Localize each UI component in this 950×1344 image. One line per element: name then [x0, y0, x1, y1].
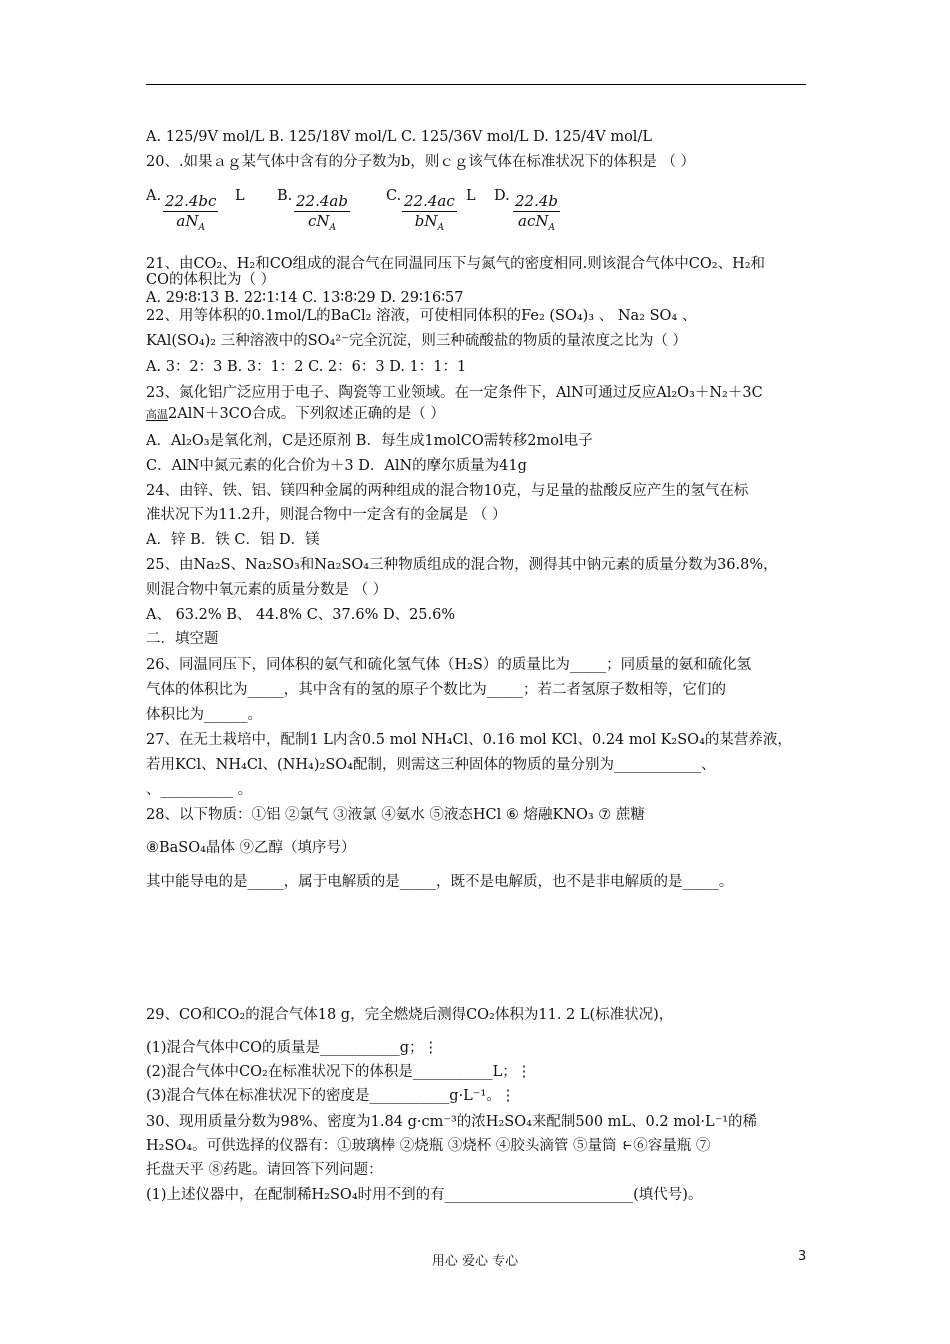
q23-stem: 23、氮化铝广泛应用于电子、陶瓷等工业领域。在一定条件下，AlN可通过反应Al₂O₃＋N₂＋3C — [146, 385, 763, 401]
q19-options: A. 125/9V mol/L B. 125/18V mol/L C. 125/36V mol/L D. 125/4V mol/L — [146, 129, 652, 145]
q21-options: A. 29∶8∶13 B. 22∶1∶14 C. 13∶8∶29 D. 29∶16∶57 — [146, 290, 464, 306]
q21-stem-cont: CO的体积比为（ ） — [146, 272, 276, 288]
q25-stem: 25、由Na₂S、Na₂SO₃和Na₂SO₄三种物质组成的混合物，测得其中钠元素的质量分数为36.8%， — [146, 557, 778, 573]
q25-options: A、 63.2% B、 44.8% C、37.6% D、25.6% — [146, 607, 456, 623]
q25-stem-cont: 则混合物中氧元素的质量分数是 （ ） — [146, 582, 388, 598]
q29-part3: (3)混合气体在标准状况下的密度是___________g·L⁻¹。⋮ — [146, 1088, 516, 1104]
q23-options-ab: A．Al₂O₃是氧化剂，C是还原剂 B．每生成1molCO需转移2mol电子 — [146, 433, 593, 449]
q20-a-label: A. — [146, 188, 162, 204]
q29-part1: (1)混合气体中CO的质量是___________g；⋮ — [146, 1040, 439, 1056]
q29-part2: (2)混合气体中CO₂在标准状况下的体积是___________L；⋮ — [146, 1064, 532, 1080]
q21-stem: 21、由CO₂、H₂和CO组成的混合气在同温同压下与氮气的密度相同.则该混合气体中CO₂、H₂和 — [146, 256, 766, 272]
q20-d-label: D. — [494, 188, 510, 204]
q22-stem-cont: KAl(SO₄)₂ 三种溶液中的SO₄²⁻完全沉淀，则三种硫酸盐的物质的量浓度之比为（ ） — [146, 333, 687, 349]
q23-options-cd: C．AlN中氮元素的化合价为＋3 D．AlN的摩尔质量为41g — [146, 458, 527, 474]
q22-stem: 22、用等体积的0.1mol/L的BaCl₂ 溶液，可使相同体积的Fe₂ (SO₄)₃ 、 Na₂ SO₄ 、 — [146, 308, 697, 324]
q20-c-fraction: 22.4ac $bN_A$ — [404, 192, 455, 233]
q30-stem-end: 托盘天平 ⑧药匙。请回答下列问题： — [146, 1162, 383, 1178]
q20-a-unit: L — [235, 188, 245, 204]
q28-question: 其中能导电的是_____，属于电解质的是_____，既不是电解质，也不是非电解质的是_____。 — [146, 874, 734, 890]
q20-c-label: C. — [386, 188, 402, 204]
q22-options: A. 3：2：3 B. 3：1：2 C. 2：6：3 D. 1：1：1 — [146, 359, 467, 375]
q27-stem: 27、在无土栽培中，配制1 L内含0.5 mol NH₄Cl、0.16 mol KCl、0.24 mol K₂SO₄的某营养液， — [146, 732, 792, 748]
q20-b-fraction: 22.4ab $cN_A$ — [296, 192, 348, 233]
q30-part1: (1)上述仪器中，在配制稀H₂SO₄时用不到的有__________________________(填代号)。 — [146, 1187, 703, 1203]
q24-options: A．锌 B．铁 C．铝 D．镁 — [146, 532, 320, 548]
q24-stem: 24、由锌、铁、铝、镁四种金属的两种组成的混合物10克，与足量的盐酸反应产生的氢气在标 — [146, 483, 749, 499]
q30-stem: 30、现用质量分数为98%、密度为1.84 g·cm⁻³的浓H₂SO₄来配制500 mL、0.2 mol·L⁻¹的稀 — [146, 1114, 758, 1130]
q26-stem-end: 体积比为______。 — [146, 707, 262, 723]
q20-a-fraction: 22.4bc $aN_A$ — [165, 192, 217, 233]
q27-stem-cont: 若用KCl、NH₄Cl、(NH₄)₂SO₄配制，则需这三种固体的物质的量分别为____________、 — [146, 757, 716, 773]
q23-stem-cont: 高温2AlN＋3CO合成。下列叙述正确的是（ ） — [146, 406, 445, 422]
section-heading: 二．填空题 — [146, 631, 219, 647]
q28-stem: 28、以下物质：①铝 ②氯气 ③液氯 ④氨水 ⑤液态HCl ⑥ 熔融KNO₃ ⑦ 蔗糖 — [146, 807, 645, 823]
q29-stem: 29、CO和CO₂的混合气体18 g，完全燃烧后测得CO₂体积为11. 2 L(标准状况)， — [146, 1007, 674, 1023]
q24-stem-cont: 准状况下为11.2升，则混合物中一定含有的金属是 （ ） — [146, 507, 507, 523]
q27-stem-end: 、__________ 。 — [146, 782, 253, 798]
page-number: 3 — [798, 1249, 807, 1264]
q26-stem: 26、同温同压下，同体积的氨气和硫化氢气体（H₂S）的质量比为_____；同质量的氨和硫化氢 — [146, 657, 752, 673]
reaction-condition: 高温 — [146, 408, 168, 421]
q20-stem: 20、.如果ａｇ某气体中含有的分子数为b，则ｃｇ该气体在标准状况下的体积是 （ ） — [146, 154, 696, 170]
page-footer: 用心 爱心 专心 — [431, 1254, 519, 1269]
q20-c-unit: L — [466, 188, 476, 204]
q20-d-fraction: 22.4b acN$_A$ — [515, 192, 559, 233]
header-rule — [146, 84, 806, 85]
q26-stem-cont: 气体的体积比为_____，其中含有的氢的原子个数比为_____；若二者氢原子数相等，它们的 — [146, 682, 726, 698]
q28-stem-cont: ⑧BaSO₄晶体 ⑨乙醇（填序号） — [146, 840, 356, 856]
q20-b-label: B. — [277, 188, 293, 204]
q30-stem-cont: H₂SO₄。可供选择的仪器有：①玻璃棒 ②烧瓶 ③烧杯 ④胶头滴管 ⑤量筒 ⥼⑥容量瓶 ⑦ — [146, 1138, 711, 1154]
